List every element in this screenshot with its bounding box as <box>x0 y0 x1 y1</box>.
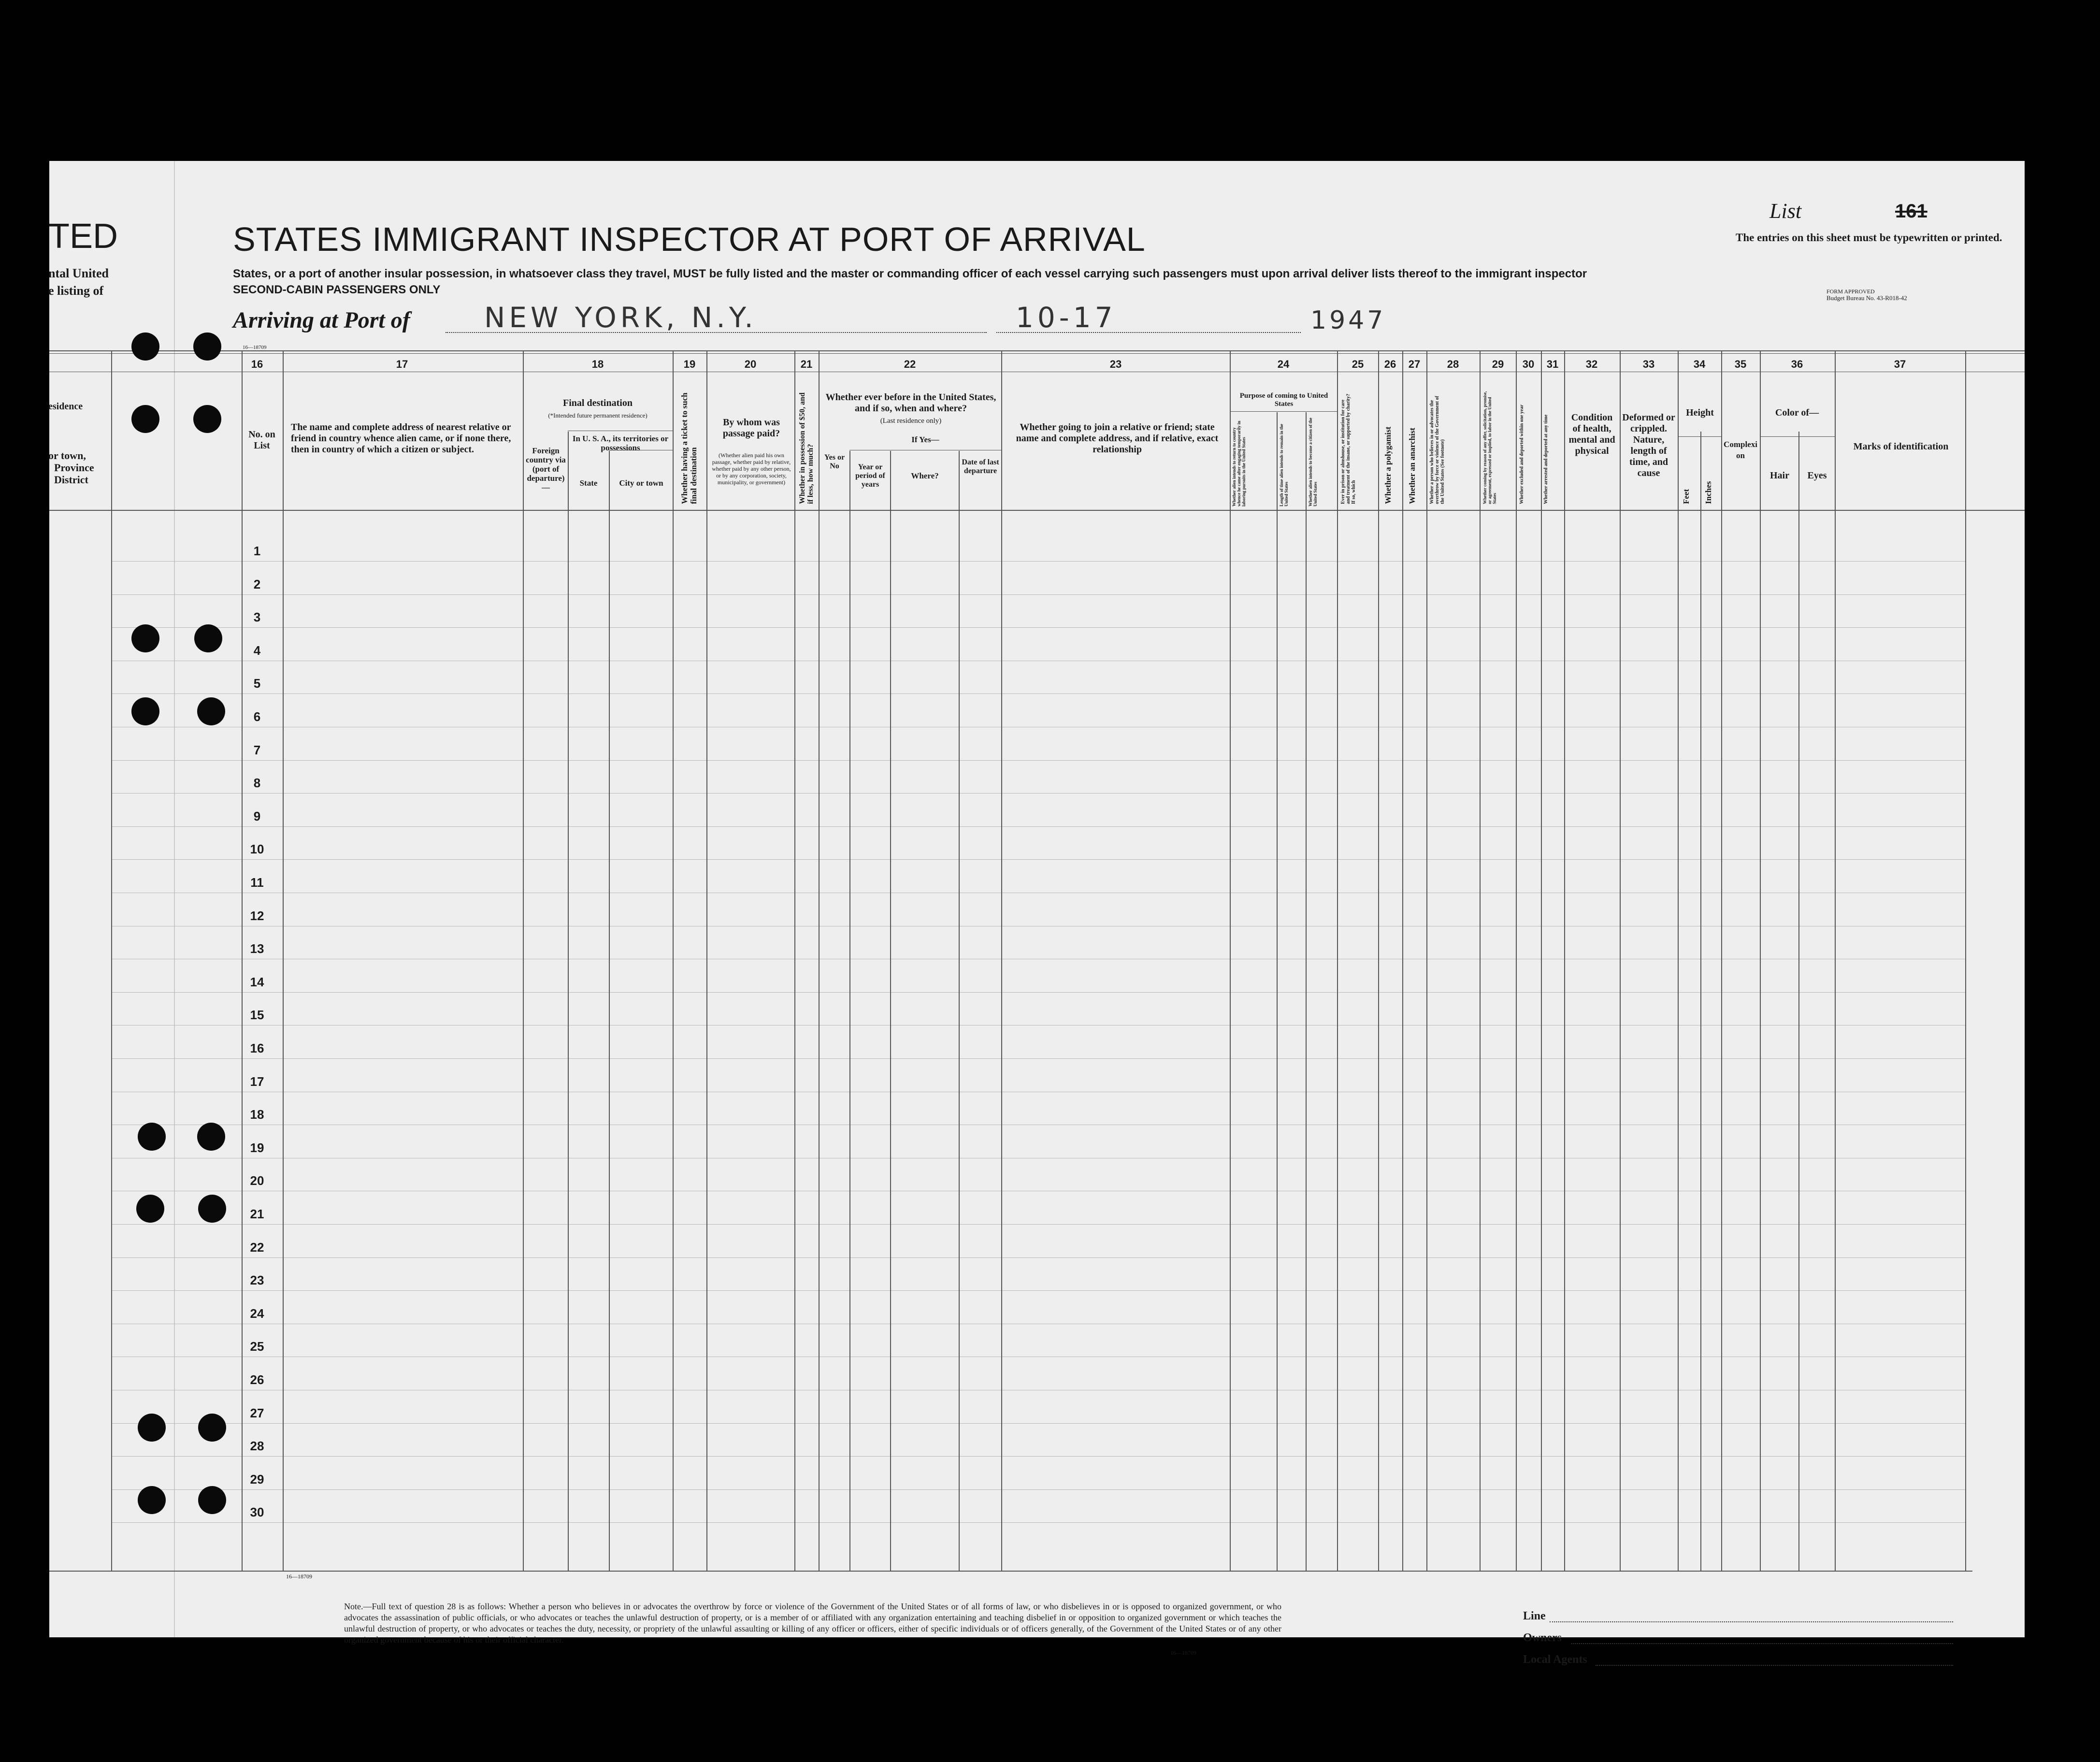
form-code-top: 16—18709 <box>243 345 267 350</box>
col-number-26: 26 <box>1384 358 1396 370</box>
header-polygamist: Whether a polygamist <box>1383 426 1393 504</box>
col-number-17: 17 <box>396 358 408 370</box>
row-rule <box>111 561 1965 562</box>
header-state: State <box>579 478 598 488</box>
punch-hole <box>197 1123 225 1151</box>
left-title-fragment: TED <box>48 217 118 256</box>
agents-field[interactable] <box>1596 1665 1953 1666</box>
row-number: 6 <box>253 709 261 724</box>
row-number: 26 <box>250 1372 264 1387</box>
col-sep <box>568 432 569 1571</box>
row-rule <box>111 1290 1965 1291</box>
sub-rule-36 <box>1760 436 1835 437</box>
owners-field[interactable] <box>1571 1643 1953 1644</box>
port-value: NEW YORK, N.Y. <box>484 301 757 334</box>
row-rule <box>111 693 1965 694</box>
col-sep <box>1541 350 1542 1571</box>
col-sep <box>1721 350 1722 1571</box>
col-number-27: 27 <box>1408 358 1421 370</box>
row-number: 28 <box>250 1439 264 1454</box>
header-excluded: Whether excluded and deported within one year <box>1519 404 1525 504</box>
col-number-30: 30 <box>1522 358 1535 370</box>
col-sep <box>1001 350 1002 1571</box>
header-city: City or town <box>619 478 663 488</box>
row-number: 7 <box>253 742 261 757</box>
header-arrested: Whether arrested and deported at any time <box>1543 414 1549 504</box>
row-rule <box>111 859 1965 860</box>
table-bottom-rule <box>49 1571 1972 1572</box>
row-rule <box>111 594 1965 595</box>
col-sep <box>849 451 850 1571</box>
footnote: Note.—Full text of question 28 is as follows: Whether a person who believes in or advocates the overthrow by force or violence of the Government of the United States or of all forms of law, or who disbelieves in or is opposed to organized government, or who advocates the assassination of public officials, or who advocates or teaches the unlawful destruction of property, or is a member of or affiliated with any organization entertaining and teaching disbelief in or opposition to organized government or which teaches the unlawful destruction of property, or who advocates or teaches the duty, necessity, or propriety of the unlawful assaulting or killing of any officer or officers, either of specific individuals or of officers generally, of the Government of the United States or of any other organized government because of his or their official character. <box>344 1602 1281 1645</box>
header-purpose: Purpose of coming to United States <box>1239 392 1328 408</box>
col-sep <box>959 451 960 1571</box>
col-sep <box>1378 350 1379 1571</box>
header-deformed: Deformed or crippled. Nature, length of time, and cause <box>1622 412 1675 478</box>
sub-rule-24 <box>1230 411 1337 412</box>
form-code-bottom: 16—18709 <box>286 1573 312 1580</box>
row-number: 16 <box>250 1041 264 1055</box>
header-feet: Feet <box>1682 489 1691 504</box>
punch-hole <box>198 1486 226 1514</box>
col-sep <box>819 350 820 1571</box>
col-number-28: 28 <box>1447 358 1459 370</box>
header-height: Height <box>1686 407 1714 418</box>
header-ever-before: Whether ever before in the United States, and if so, when and where? <box>825 392 996 414</box>
header-where: Where? <box>911 471 939 480</box>
form-code-footnote: 16—18709 <box>1170 1649 1196 1656</box>
header-if-yes: If Yes— <box>911 435 939 444</box>
header-overthrow: Whether a person who believes in or advocates the overthrow by force or violence of the Government of the United States (See footnote) <box>1429 396 1445 504</box>
col-number-33: 33 <box>1642 358 1655 370</box>
col-number-37: 37 <box>1894 358 1906 370</box>
row-number: 21 <box>250 1207 264 1221</box>
col-sep <box>1760 350 1761 1571</box>
header-purpose-c: Whether alien intends to become a citizen of the United States <box>1308 418 1318 506</box>
header-date-last-departure: Date of last departure <box>962 458 999 475</box>
col-sep <box>1306 412 1307 1571</box>
col-sep <box>1620 350 1621 1571</box>
col-number-31: 31 <box>1546 358 1559 370</box>
row-rule <box>111 760 1965 761</box>
left-town-fragment-2: Province <box>54 462 94 474</box>
row-rule <box>111 1423 1965 1424</box>
row-number: 17 <box>250 1074 264 1089</box>
line-label: Line <box>1523 1610 1546 1622</box>
col-sep <box>1337 350 1338 1571</box>
row-rule <box>111 1058 1965 1059</box>
row-rule <box>111 793 1965 794</box>
header-prison: Ever in prison or almshouse, or institution for care and treatment of the insane, or supported by charity? If so, which <box>1340 393 1356 504</box>
row-number: 29 <box>250 1472 264 1487</box>
row-number: 22 <box>250 1240 264 1255</box>
header-ever-before-note: (Last residence only) <box>880 417 942 425</box>
col-sep <box>609 451 610 1571</box>
instructions-text: States, or a port of another insular possession, in whatsoever class they travel, MUST be fully listed and the master or commanding officer of each vessel carrying such passengers must upon arrival deliver lists thereof to the immigrant inspector <box>233 267 1587 280</box>
col-sep <box>673 350 674 1571</box>
col-number-22: 22 <box>904 358 916 370</box>
header-passage-paid: By whom was passage paid? <box>722 417 780 439</box>
punch-hole <box>198 1195 226 1223</box>
punch-hole <box>138 1486 166 1514</box>
row-rule <box>111 627 1965 628</box>
header-offer-labor: Whether coming by reason of any offer, solicitation, promise, or agreement, expressed or implied, to labor in the United States <box>1482 391 1497 504</box>
col-number-35: 35 <box>1734 358 1747 370</box>
row-number: 18 <box>250 1107 264 1122</box>
left-town-fragment-1: or town, <box>48 449 86 462</box>
manifest-sheet <box>48 161 2025 1666</box>
row-rule <box>111 1257 1965 1258</box>
header-inches: Inches <box>1704 481 1713 504</box>
col-number-21: 21 <box>800 358 813 370</box>
col-sep <box>794 350 795 1571</box>
punch-hole <box>198 1414 226 1442</box>
header-complexion: Complexion <box>1724 440 1757 460</box>
col-sep <box>1480 350 1481 1571</box>
left-town-fragment-3: District <box>54 474 88 486</box>
left-residence-fragment: esidence <box>48 401 83 412</box>
punch-hole <box>193 332 221 361</box>
col-number-18: 18 <box>591 358 604 370</box>
table-top-rule <box>49 350 2025 351</box>
header-bottom-rule <box>49 510 2025 511</box>
row-rule <box>111 992 1965 993</box>
col-sep <box>1798 432 1799 1571</box>
row-number: 4 <box>253 643 261 658</box>
row-rule <box>111 1456 1965 1457</box>
header-anarchist: Whether an anarchist <box>1408 427 1417 504</box>
col-sep <box>1700 432 1701 1571</box>
year-value: 1947 <box>1310 306 1386 335</box>
date-value: 10-17 <box>1016 301 1117 334</box>
header-passage-note: (Whether alien paid his own passage, whether paid by relative, whether paid by any other person, or by any corporation, society, municipality, or government) <box>712 452 791 486</box>
punch-hole <box>131 697 159 725</box>
header-foreign-country: Foreign country via (port of departure)— <box>526 446 566 492</box>
row-number: 5 <box>253 676 261 691</box>
list-label: List <box>1769 199 1802 223</box>
col-sep <box>1277 412 1278 1571</box>
col-number-29: 29 <box>1492 358 1504 370</box>
left-text-fragment-2: e listing of <box>48 284 104 298</box>
row-number: 11 <box>250 875 264 890</box>
header-nearest-relative: The name and complete address of nearest relative or friend in country whence alien came, or if none there, then in country of which a citizen or subject. <box>291 422 511 455</box>
header-color-of: Color of— <box>1775 407 1819 418</box>
col-number-16: 16 <box>251 358 263 370</box>
row-number: 19 <box>250 1140 264 1155</box>
row-number: 12 <box>250 908 264 923</box>
header-year-period: Year or period of years <box>855 463 885 489</box>
row-number: 15 <box>250 1008 264 1023</box>
left-text-fragment-1: ntal United <box>48 266 109 280</box>
header-ticket: Whether having a ticket to such final destination <box>680 392 698 504</box>
header-no-on-list: No. on List <box>248 429 275 451</box>
punch-hole <box>131 405 159 433</box>
col-sep <box>1564 350 1565 1571</box>
agents-label: Local Agents <box>1523 1653 1587 1666</box>
row-rule <box>111 826 1965 827</box>
row-number: 14 <box>250 974 264 989</box>
col-number-19: 19 <box>683 358 696 370</box>
header-hair: Hair <box>1770 470 1789 481</box>
row-number: 27 <box>250 1405 264 1420</box>
typewritten-note: The entries on this sheet must be typewritten or printed. <box>1736 231 2002 244</box>
list-number: 161 <box>1895 201 1927 222</box>
row-number: 9 <box>253 809 261 823</box>
page-title: STATES IMMIGRANT INSPECTOR AT PORT OF ARRIVAL <box>233 220 1146 258</box>
row-number: 2 <box>253 577 261 592</box>
col-sep <box>1230 350 1231 1571</box>
col-sep <box>1835 350 1836 1571</box>
sub-rule-34 <box>1678 436 1721 437</box>
col-number-25: 25 <box>1352 358 1364 370</box>
punch-hole <box>131 624 159 652</box>
punch-hole <box>194 624 222 652</box>
col-sep <box>242 350 243 1571</box>
col-sep <box>1426 350 1427 1571</box>
col-number-24: 24 <box>1277 358 1290 370</box>
row-rule <box>111 1522 1965 1523</box>
page-fold <box>174 161 175 1637</box>
header-in-usa: In U. S. A., its territories or possessions <box>572 434 669 452</box>
col-sep <box>890 451 891 1571</box>
arriving-label: Arriving at Port of <box>233 307 410 333</box>
row-rule <box>111 1224 1965 1225</box>
col-sep <box>706 350 707 1571</box>
row-number: 1 <box>253 544 261 558</box>
row-number: 23 <box>250 1273 264 1288</box>
col-number-34: 34 <box>1693 358 1706 370</box>
header-join-relative: Whether going to join a relative or friend; state name and complete address, and if relative, exact relationship <box>1016 422 1219 455</box>
row-number: 13 <box>250 941 264 956</box>
header-yes-or-no: Yes or No <box>824 453 845 470</box>
row-number: 8 <box>253 776 261 791</box>
row-rule <box>111 1489 1965 1490</box>
col-sep <box>1516 350 1517 1571</box>
col-sep <box>1965 350 1966 1571</box>
col-sep <box>523 350 524 1571</box>
header-final-destination-note: (*Intended future permanent residence) <box>548 412 647 419</box>
row-number: 10 <box>250 842 264 857</box>
row-number: 25 <box>250 1339 264 1354</box>
col-number-36: 36 <box>1791 358 1803 370</box>
header-purpose-a: Whether alien intends to return to country whence he came after engaging temporarily in laboring pursuits in the United States <box>1232 420 1246 506</box>
punch-hole <box>136 1195 164 1223</box>
punch-hole <box>138 1123 166 1151</box>
col-sep <box>283 350 284 1571</box>
col-number-20: 20 <box>744 358 757 370</box>
punch-hole <box>197 697 225 725</box>
punch-hole <box>131 332 159 361</box>
form-approved: FORM APPROVED <box>1827 288 1875 295</box>
line-field[interactable] <box>1550 1621 1953 1622</box>
budget-bureau: Budget Bureau No. 43-R018-42 <box>1827 294 1907 302</box>
col-number-23: 23 <box>1109 358 1122 370</box>
punch-hole <box>138 1414 166 1442</box>
table-top-rule-2 <box>49 353 2025 354</box>
punch-hole <box>193 405 221 433</box>
passenger-class: SECOND-CABIN PASSENGERS ONLY <box>233 283 441 296</box>
header-fifty-dollars: Whether in possession of $50, and if less, how much? <box>798 392 815 504</box>
row-number: 24 <box>250 1306 264 1321</box>
header-health: Condition of health, mental and physical <box>1568 412 1615 456</box>
col-number-32: 32 <box>1585 358 1598 370</box>
header-purpose-b: Length of time alien intends to remain in the United States <box>1279 424 1289 506</box>
col-sep <box>1678 350 1679 1571</box>
row-number: 30 <box>250 1505 264 1520</box>
owners-label: Owners <box>1523 1632 1562 1644</box>
header-marks: Marks of identification <box>1853 441 1949 452</box>
col-sep <box>111 350 112 1571</box>
header-final-destination: Final destination <box>563 398 633 408</box>
row-number: 3 <box>253 610 261 625</box>
header-eyes: Eyes <box>1807 470 1827 481</box>
row-number: 20 <box>250 1173 264 1188</box>
col-sep <box>1402 350 1403 1571</box>
